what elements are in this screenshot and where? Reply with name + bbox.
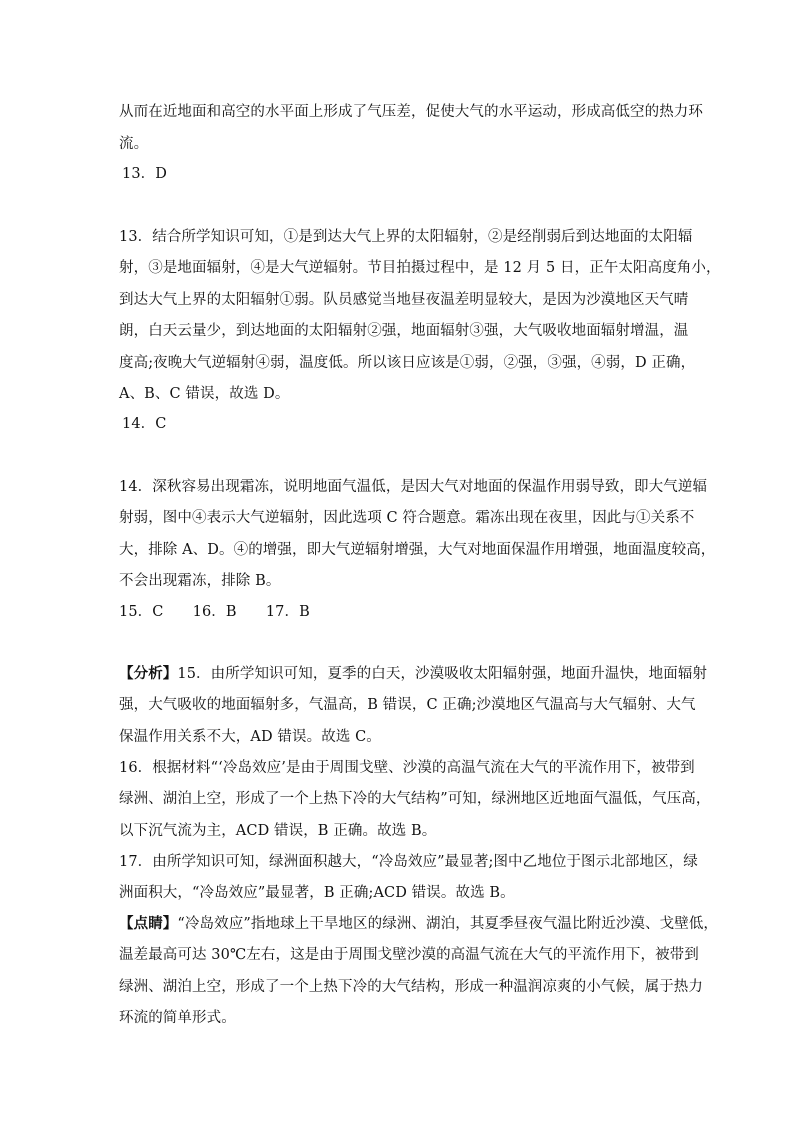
paragraph-line: A、B、C 错误，故选 D。 bbox=[119, 386, 290, 402]
paragraph-line: 射弱，图中④表示大气逆辐射，因此选项 C 符合题意。霜冻出现在夜里，因此与①关系不 bbox=[119, 510, 695, 526]
analysis-text: 15．由所学知识可知，夏季的白天，沙漠吸收太阳辐射强，地面升温快，地面辐射 bbox=[177, 666, 708, 682]
paragraph-line: 保温作用关系不大，AD 错误。故选 C。 bbox=[119, 729, 381, 745]
paragraph-line: 绿洲、湖泊上空，形成了一个上热下冷的大气结构，形成一种温润凉爽的小气候，属于热力 bbox=[119, 979, 703, 995]
paragraph-line: 射，③是地面辐射，④是大气逆辐射。节目拍摄过程中，是 12 月 5 日，正午太阳高度角小， bbox=[119, 260, 721, 276]
paragraph-line: 朗，白天云量少，到达地面的太阳辐射②强，地面辐射③强，大气吸收地面辐射增温，温 bbox=[119, 323, 689, 339]
answer-line: 14．C bbox=[122, 416, 167, 432]
answer-line: 13．D bbox=[122, 166, 167, 182]
paragraph-line: 度高;夜晚大气逆辐射④弱，温度低。所以该日应该是①弱，②强，③强，④弱，D 正确， bbox=[119, 355, 696, 371]
paragraph-line: 17．由所学知识可知，绿洲面积越大，“冷岛效应”最显著;图中乙地位于图示北部地区，绿 bbox=[119, 854, 698, 870]
paragraph-line: 到达大气上界的太阳辐射①弱。队员感觉当地昼夜温差明显较大，是因为沙漠地区天气晴 bbox=[119, 292, 689, 308]
tip-text: “冷岛效应”指地球上干旱地区的绿洲、湖泊，其夏季昼夜气温比附近沙漠、戈壁低， bbox=[177, 916, 719, 932]
paragraph-line: 洲面积大，“冷岛效应”最显著，B 正确;ACD 错误。故选 B。 bbox=[119, 885, 515, 901]
analysis-heading: 【分析】 bbox=[119, 665, 178, 682]
tip-line bbox=[119, 914, 718, 934]
paragraph-line: 温差最高可达 30℃左右，这是由于周围戈壁沙漠的高温气流在大气的平流作用下，被带到 bbox=[119, 947, 699, 963]
paragraph-line: 大，排除 A、D。④的增强，即大气逆辐射增强，大气对地面保温作用增强，地面温度较高， bbox=[119, 542, 716, 558]
paragraph-line: 绿洲、湖泊上空，形成了一个上热下冷的大气结构”可知，绿洲地区近地面气温低，气压高， bbox=[119, 791, 711, 807]
paragraph-line: 16．根据材料“‘冷岛效应’是由于周围戈壁、沙漠的高温气流在大气的平流作用下，被带到 bbox=[119, 760, 695, 776]
paragraph-line: 流。 bbox=[119, 136, 149, 152]
paragraph-line: 以下沉气流为主，ACD 错误，B 正确。故选 B。 bbox=[119, 823, 437, 839]
tip-heading: 【点睛】 bbox=[119, 915, 178, 932]
paragraph-line: 强，大气吸收的地面辐射多，气温高，B 错误，C 正确;沙漠地区气温高与大气辐射、大气 bbox=[119, 697, 696, 713]
paragraph-line: 14．深秋容易出现霜冻，说明地面气温低，是因大气对地面的保温作用弱导致，即大气逆辐 bbox=[119, 479, 708, 495]
paragraph-line: 不会出现霜冻，排除 B。 bbox=[119, 573, 281, 589]
paragraph-line: 环流的简单形式。 bbox=[119, 1010, 236, 1026]
paragraph-line: 从而在近地面和高空的水平面上形成了气压差，促使大气的水平运动，形成高低空的热力环 bbox=[119, 104, 703, 120]
answer-line: 15．C 16．B 17．B bbox=[119, 604, 310, 620]
paragraph-line: 13．结合所学知识可知，①是到达大气上界的太阳辐射，②是经削弱后到达地面的太阳辐 bbox=[119, 229, 693, 245]
analysis-line bbox=[119, 664, 707, 684]
